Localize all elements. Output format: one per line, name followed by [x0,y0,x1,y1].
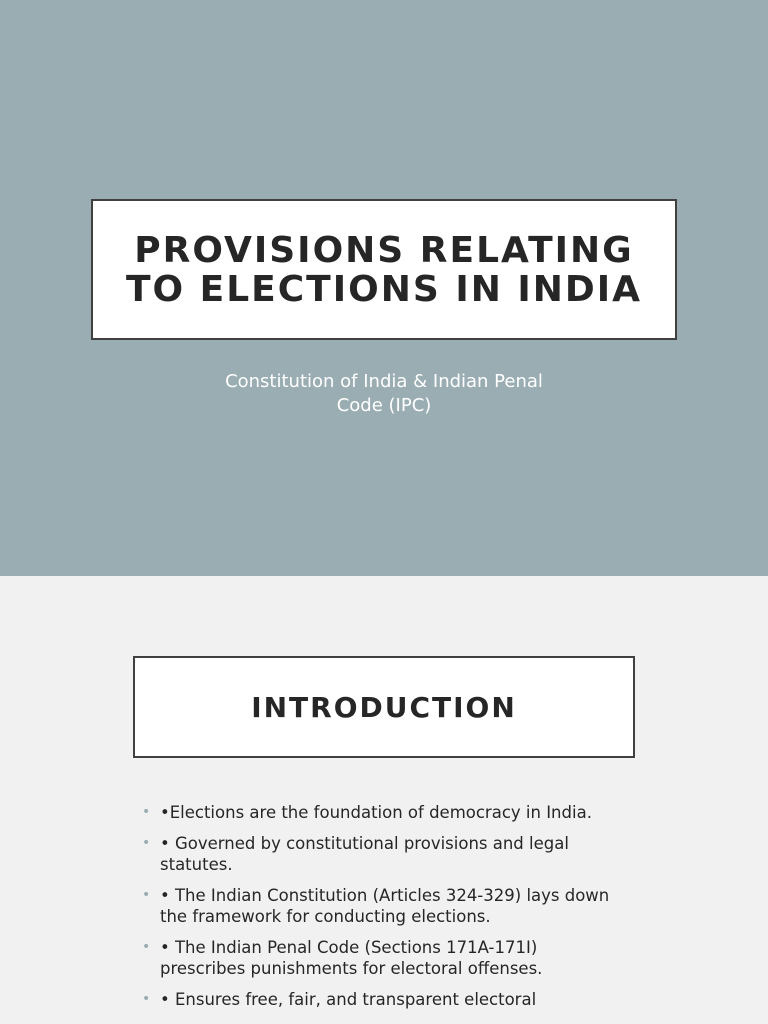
slide-heading: INTRODUCTION [251,690,517,724]
bullet-text: • The Indian Penal Code (Sections 171A-171I) prescribes punishments for electoral offenses. [160,938,543,978]
bullet-dot-icon: • [142,939,151,955]
list-item [140,802,620,823]
bullet-dot-icon: • [142,835,151,851]
heading-box [133,656,635,758]
list-item [140,989,620,1010]
bullet-text: • The Indian Constitution (Articles 324-329) lays down the framework for conducting elections. [160,886,610,926]
presentation-title: PROVISIONS RELATING TO ELECTIONS IN INDIA [125,229,643,310]
bullet-text: • Ensures free, fair, and transparent electoral [160,990,537,1009]
bullet-text: •Elections are the foundation of democracy in India. [160,803,592,822]
bullet-dot-icon: • [142,991,151,1007]
bullet-text: • Governed by constitutional provisions and legal statutes. [160,834,569,874]
introduction-slide [0,576,768,1024]
list-item [140,937,620,979]
bullet-list [140,802,620,1020]
list-item [140,885,620,927]
title-box [91,199,677,340]
bullet-dot-icon: • [142,804,151,820]
presentation-subtitle: Constitution of India & Indian Penal Code (IPC) [225,371,543,416]
bullet-dot-icon: • [142,887,151,903]
list-item [140,833,620,875]
